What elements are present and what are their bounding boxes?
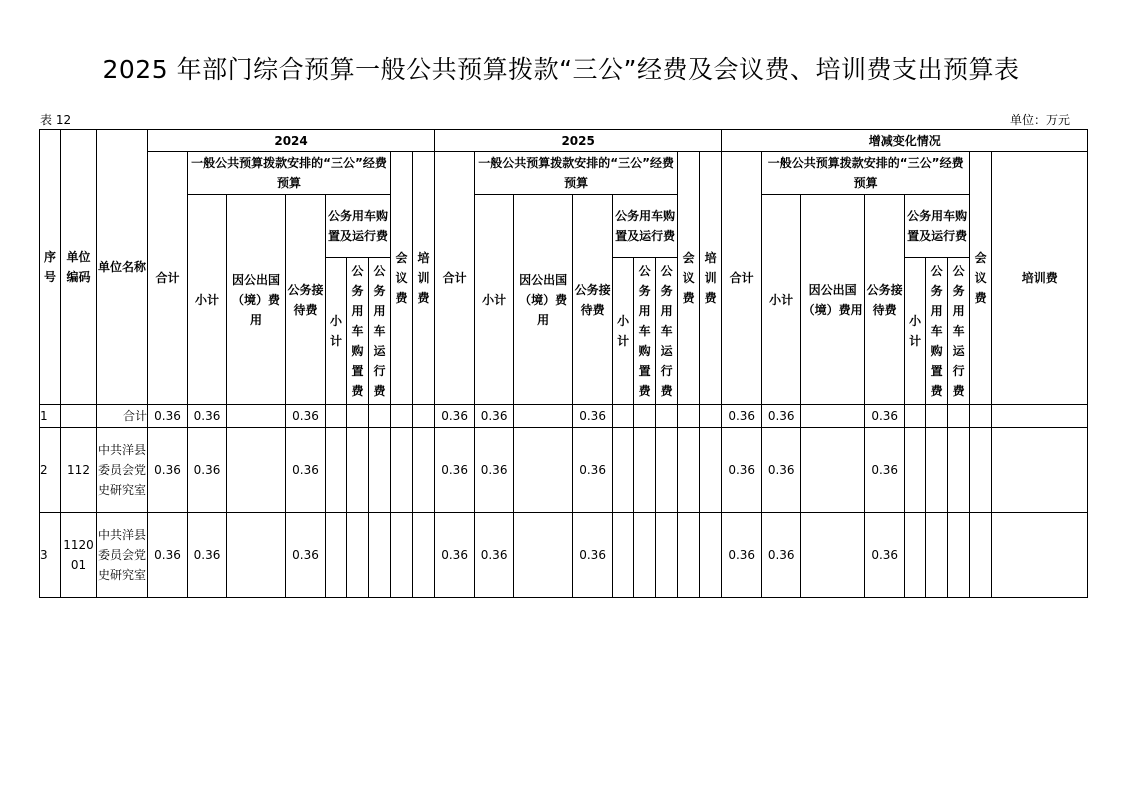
row-change-veh-operation [948, 428, 970, 513]
row-2025-veh-sub [613, 513, 634, 598]
row-2025-training [700, 428, 722, 513]
2025-header-vehicle: 公务用车购置及运行费 [613, 195, 678, 258]
2024-header-training: 培训费 [413, 152, 435, 405]
2024-header-reception: 公务接待费 [286, 195, 326, 405]
change-header-training: 培训费 [992, 152, 1088, 405]
row-2024-subtotal: 0.36 [188, 405, 227, 428]
header-group-2025: 2025 [435, 130, 722, 152]
row-change-total: 0.36 [722, 428, 762, 513]
row-seq: 2 [40, 428, 61, 513]
header-unit-code: 单位编码 [61, 130, 97, 405]
2025-header-vehicle-subtotal: 小计 [613, 258, 634, 405]
row-2025-veh-purchase [634, 513, 656, 598]
row-change-total: 0.36 [722, 405, 762, 428]
row-change-subtotal: 0.36 [762, 513, 801, 598]
table-row [40, 405, 1088, 428]
table-row [40, 513, 1088, 598]
change-header-total: 合计 [722, 152, 762, 405]
row-2025-veh-purchase [634, 405, 656, 428]
row-unit-code: 112001 [61, 513, 97, 598]
row-2024-total: 0.36 [148, 513, 188, 598]
row-2024-abroad [227, 513, 286, 598]
2025-header-vehicle-purchase: 公务用车购置费 [634, 258, 656, 405]
row-2025-veh-operation [656, 428, 678, 513]
row-2025-meeting [678, 428, 700, 513]
change-header-vehicle-operation: 公务用车运行费 [948, 258, 970, 405]
header-group-change: 增减变化情况 [722, 130, 1088, 152]
row-2025-training [700, 513, 722, 598]
row-2024-training [413, 428, 435, 513]
row-2024-veh-sub [326, 428, 347, 513]
row-2025-veh-sub [613, 405, 634, 428]
row-change-veh-sub [905, 405, 926, 428]
header-group-2024: 2024 [148, 130, 435, 152]
row-2024-veh-purchase [347, 513, 369, 598]
change-header-vehicle-purchase: 公务用车购置费 [926, 258, 948, 405]
row-seq: 3 [40, 513, 61, 598]
change-header-three-public: 一般公共预算拨款安排的“三公”经费预算 [762, 152, 970, 195]
row-2024-total: 0.36 [148, 428, 188, 513]
row-2024-abroad [227, 428, 286, 513]
row-2025-meeting [678, 405, 700, 428]
row-2025-subtotal: 0.36 [475, 428, 514, 513]
row-change-abroad [801, 428, 865, 513]
table-row [40, 428, 1088, 513]
2024-header-vehicle: 公务用车购置及运行费 [326, 195, 391, 258]
2024-header-vehicle-subtotal: 小计 [326, 258, 347, 405]
2025-header-three-public: 一般公共预算拨款安排的“三公”经费预算 [475, 152, 678, 195]
row-2024-training [413, 513, 435, 598]
row-2024-meeting [391, 405, 413, 428]
row-change-veh-operation [948, 405, 970, 428]
budget-table [39, 129, 1088, 598]
row-change-abroad [801, 405, 865, 428]
row-2024-reception: 0.36 [286, 405, 326, 428]
row-change-veh-purchase [926, 405, 948, 428]
row-change-veh-purchase [926, 513, 948, 598]
row-2025-meeting [678, 513, 700, 598]
row-2025-abroad [514, 405, 573, 428]
row-2025-reception: 0.36 [573, 405, 613, 428]
row-2024-veh-operation [369, 405, 391, 428]
row-2025-subtotal: 0.36 [475, 405, 514, 428]
row-2025-total: 0.36 [435, 405, 475, 428]
row-2025-veh-purchase [634, 428, 656, 513]
row-change-total: 0.36 [722, 513, 762, 598]
row-2024-meeting [391, 513, 413, 598]
row-2024-subtotal: 0.36 [188, 428, 227, 513]
row-2025-total: 0.36 [435, 428, 475, 513]
row-2025-reception: 0.36 [573, 513, 613, 598]
row-change-veh-sub [905, 428, 926, 513]
row-unit-name: 合计 [97, 405, 148, 428]
row-2025-reception: 0.36 [573, 428, 613, 513]
2025-header-subtotal: 小计 [475, 195, 514, 405]
row-change-veh-sub [905, 513, 926, 598]
row-2025-training [700, 405, 722, 428]
row-change-meeting [970, 405, 992, 428]
row-2024-veh-operation [369, 428, 391, 513]
row-2024-veh-purchase [347, 405, 369, 428]
row-change-training [992, 428, 1088, 513]
change-header-abroad: 因公出国（境）费用 [801, 195, 865, 405]
change-header-subtotal: 小计 [762, 195, 801, 405]
row-unit-name: 中共洋县委员会党史研究室 [97, 428, 148, 513]
row-2025-subtotal: 0.36 [475, 513, 514, 598]
row-change-reception: 0.36 [865, 428, 905, 513]
change-header-vehicle-subtotal: 小计 [905, 258, 926, 405]
2025-header-total: 合计 [435, 152, 475, 405]
row-change-meeting [970, 428, 992, 513]
2024-header-total: 合计 [148, 152, 188, 405]
2025-header-vehicle-operation: 公务用车运行费 [656, 258, 678, 405]
row-2025-abroad [514, 428, 573, 513]
change-header-vehicle: 公务用车购置及运行费 [905, 195, 970, 258]
row-2025-veh-operation [656, 405, 678, 428]
row-2025-veh-operation [656, 513, 678, 598]
header-seq: 序号 [40, 130, 61, 405]
2025-header-training: 培训费 [700, 152, 722, 405]
row-change-reception: 0.36 [865, 513, 905, 598]
row-2024-veh-operation [369, 513, 391, 598]
2025-header-abroad: 因公出国（境）费用 [514, 195, 573, 405]
row-change-veh-operation [948, 513, 970, 598]
row-unit-name: 中共洋县委员会党史研究室 [97, 513, 148, 598]
row-change-subtotal: 0.36 [762, 405, 801, 428]
2024-header-subtotal: 小计 [188, 195, 227, 405]
row-2024-veh-sub [326, 513, 347, 598]
row-2025-total: 0.36 [435, 513, 475, 598]
row-2024-abroad [227, 405, 286, 428]
row-2025-abroad [514, 513, 573, 598]
row-change-reception: 0.36 [865, 405, 905, 428]
row-2024-veh-purchase [347, 428, 369, 513]
table-number: 表 12 [40, 113, 72, 127]
change-header-meeting: 会议费 [970, 152, 992, 405]
2024-header-abroad: 因公出国（境）费用 [227, 195, 286, 405]
change-header-reception: 公务接待费 [865, 195, 905, 405]
row-change-abroad [801, 513, 865, 598]
row-unit-code [61, 405, 97, 428]
row-2024-veh-sub [326, 405, 347, 428]
row-2024-reception: 0.36 [286, 513, 326, 598]
2025-header-reception: 公务接待费 [573, 195, 613, 405]
2024-header-vehicle-operation: 公务用车运行费 [369, 258, 391, 405]
2024-header-three-public: 一般公共预算拨款安排的“三公”经费预算 [188, 152, 391, 195]
row-2024-reception: 0.36 [286, 428, 326, 513]
row-2024-meeting [391, 428, 413, 513]
row-change-veh-purchase [926, 428, 948, 513]
row-change-subtotal: 0.36 [762, 428, 801, 513]
row-unit-code: 112 [61, 428, 97, 513]
2025-header-meeting: 会议费 [678, 152, 700, 405]
row-change-training [992, 405, 1088, 428]
row-2024-total: 0.36 [148, 405, 188, 428]
row-2025-veh-sub [613, 428, 634, 513]
row-change-meeting [970, 513, 992, 598]
2024-header-meeting: 会议费 [391, 152, 413, 405]
row-seq: 1 [40, 405, 61, 428]
header-unit-name: 单位名称 [97, 130, 148, 405]
page-title: 2025 年部门综合预算一般公共预算拨款“三公”经费及会议费、培训费支出预算表 [102, 55, 1020, 84]
row-2024-training [413, 405, 435, 428]
2024-header-vehicle-purchase: 公务用车购置费 [347, 258, 369, 405]
row-change-training [992, 513, 1088, 598]
row-2024-subtotal: 0.36 [188, 513, 227, 598]
unit-label: 单位：万元 [1009, 113, 1070, 127]
